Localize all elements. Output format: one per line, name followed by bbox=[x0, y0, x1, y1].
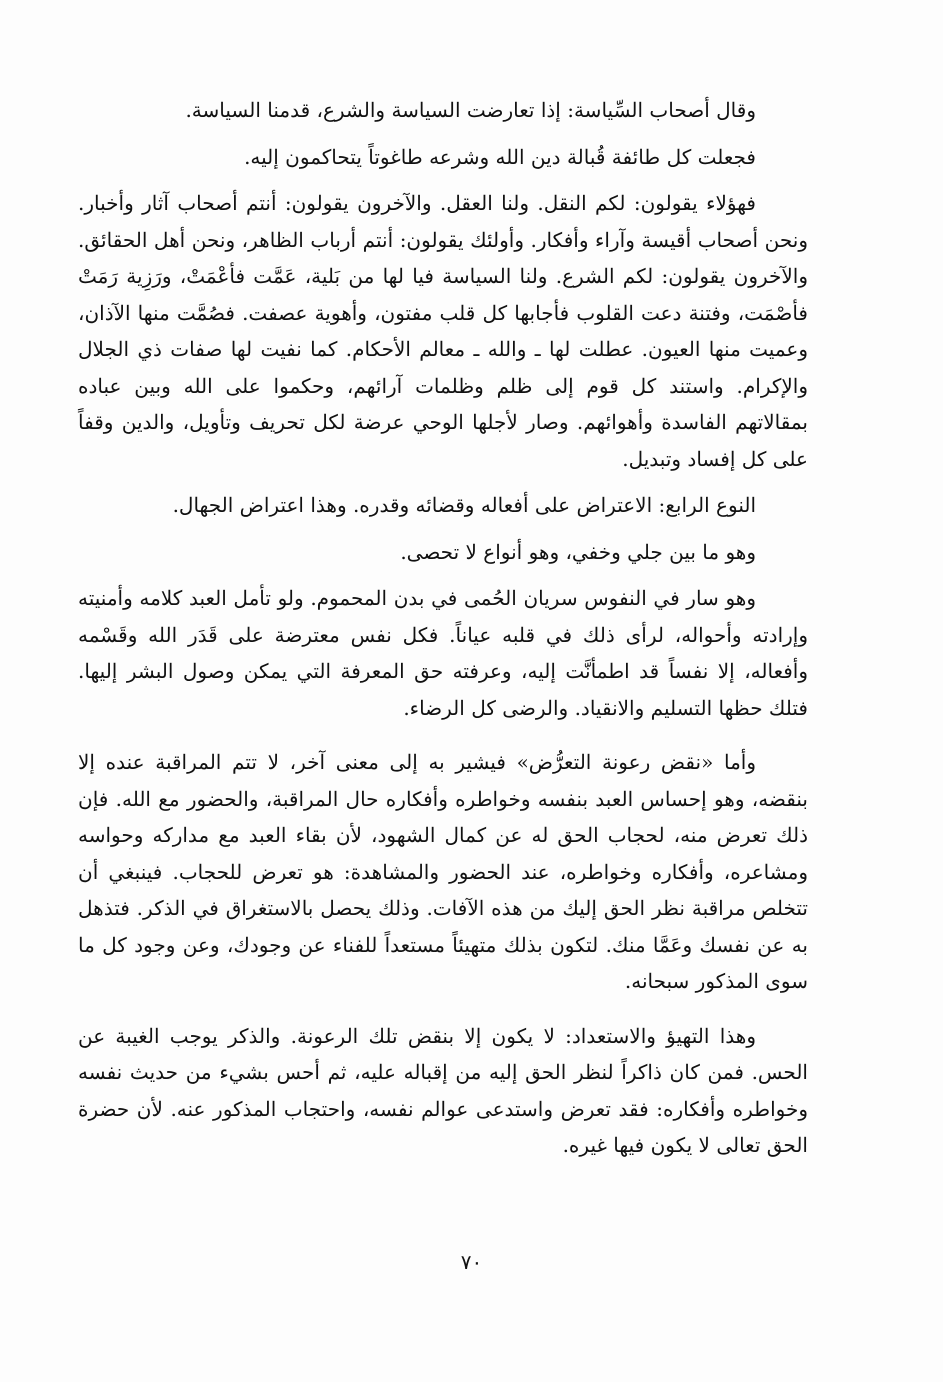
paragraph-1: وقال أصحاب السِّياسة: إذا تعارضت السياسة والشرع، قدمنا السياسة. bbox=[185, 98, 756, 122]
paragraph-5: وهو ما بين جلي وخفي، وهو أنواع لا تحصى. bbox=[400, 539, 756, 564]
paragraph-6: وهو سار في النفوس سريان الحُمى في بدن المحموم. ولو تأمل العبد كلامه وأمنيته وإرادته وأحواله، لرأى ذلك في قلبه عياناً. فكل نفس معترضة على قَدَر الله وقَسْمه وأفعاله، إلا نفساً قد اطمأنَّت إليه، وعرفته حق المعرفة التي يمكن وصول البشر إليها. فتلك حظها التسليم والانقياد. والرضى كل الرضاء. bbox=[78, 586, 808, 720]
page-body-text bbox=[78, 92, 808, 1164]
paragraph-4: النوع الرابع: الاعتراض على أفعاله وقضائه وقدره. وهذا اعتراض الجهال. bbox=[172, 493, 756, 517]
paragraph-3: فهؤلاء يقولون: لكم النقل. ولنا العقل. والآخرون يقولون: أنتم أصحاب آثار وأخبار. ونحن أصحاب أقيسة وآراء وأفكار. وأولئك يقولون: أنتم أرباب الظاهر، ونحن أهل الحقائق. والآخرون يقولون: لكم الشرع. ولنا السياسة فيا لها من بَلية، عَمَّت فأعْمَتْ، ورَزِية رَمَتْ فأصْمَت، وفتنة دعت القلوب فأجابها كل قلب مفتون، وأهوية عصفت. فصُمَّت منها الآذان، وعميت منها العيون. عطلت لها ـ والله ـ معالم الأحكام. كما نفيت لها صفات ذي الجلال والإكرام. واستند كل قوم إلى ظلم وظلمات آرائهم، وحكموا على الله وبين عباده بمقالاتهم الفاسدة وأهوائهم. وصار لأجلها الوحي عرضة لكل تحريف وتأويل، والدين وقفاً على كل إفساد وتبديل. bbox=[78, 191, 808, 471]
page-number: ٧٠ bbox=[460, 1250, 483, 1274]
paragraph-7: وأما «نقض رعونة التعرُّض» فيشير به إلى معنى آخر، لا تتم المراقبة عنده إلا بنقضه، وهو إحساس العبد بنفسه وخواطره وأفكاره حال المراقبة، والحضور مع الله. فإن ذلك تعرض منه، لحجاب الحق له عن كمال الشهود، لأن بقاء العبد مع مداركه وحواسه ومشاعره، وأفكاره وخواطره، عند الحضور والمشاهدة: هو تعرض للحجاب. فينبغي أن تتخلص مراقبة نظر الحق إليك من هذه الآفات. وذلك يحصل بالاستغراق في الذكر. فتذهل به عن نفسك وعَمَّا منك. لتكون بذلك متهيئاً مستعداً للفناء عن وجودك، وعن وجود كل ما سوى المذكور سبحانه. bbox=[78, 750, 808, 993]
paragraph-2: فجعلت كل طائفة قُبالة دين الله وشرعه طاغوتاً يتحاكمون إليه. bbox=[244, 144, 756, 169]
paragraph-8: وهذا التهيؤ والاستعداد: لا يكون إلا بنقض تلك الرعونة. والذكر يوجب الغيبة عن الحس. فمن كان ذاكراً لنظر الحق إليه من إقباله عليه، ثم أحس بشيء من حديث نفسه وخواطره وأفكاره: فقد تعرض واستدعى عوالم نفسه، واحتجاب المذكور عنه. لأن حضرة الحق تعالى لا يكون فيها غيره. bbox=[78, 1023, 808, 1157]
